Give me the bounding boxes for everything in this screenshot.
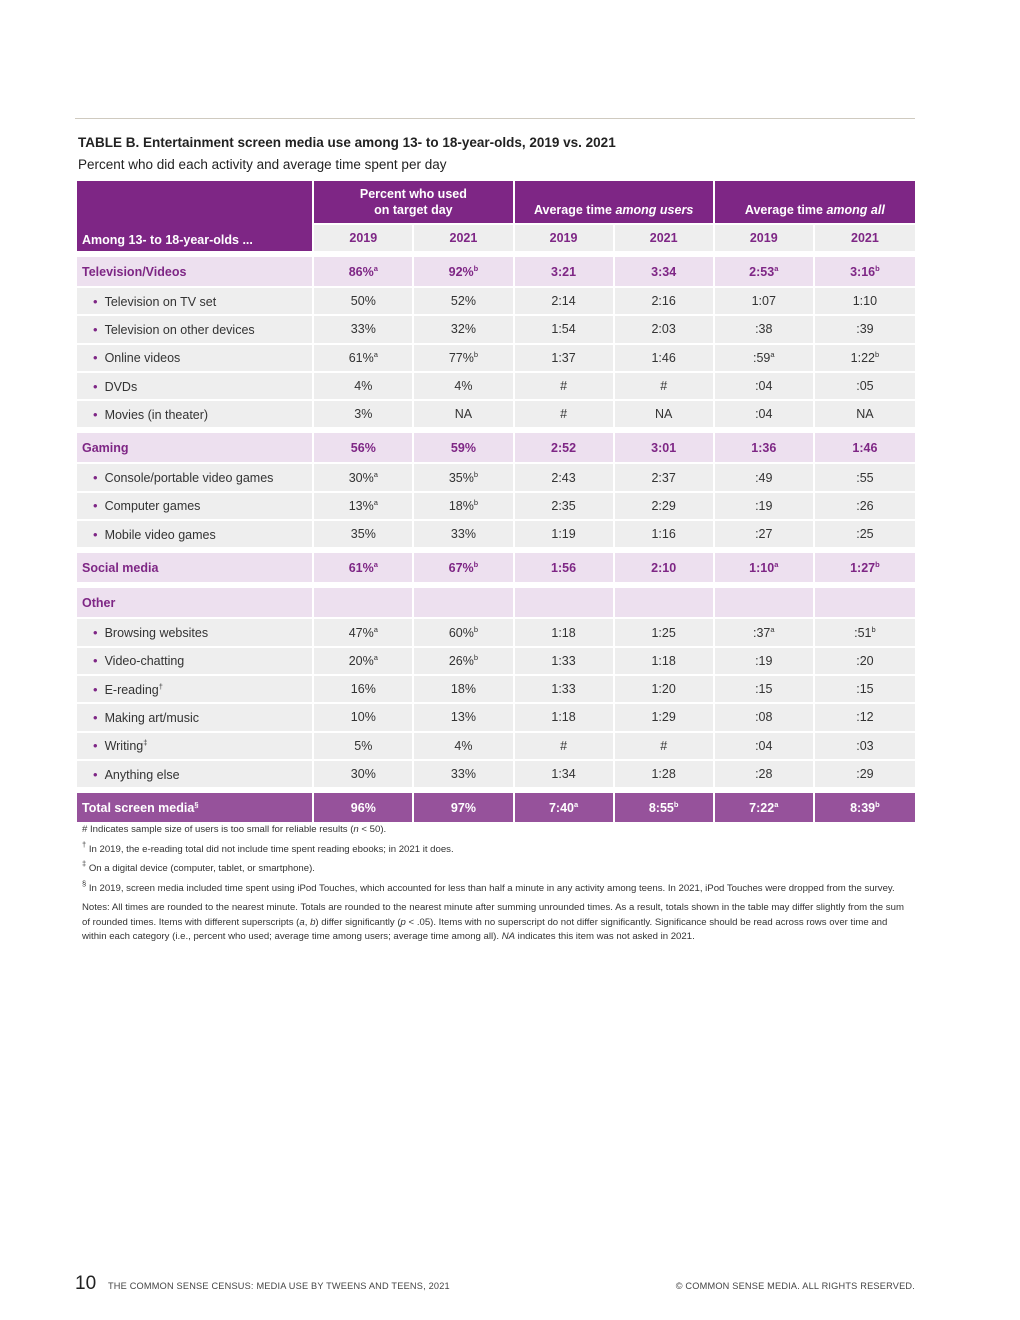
- table-cell: NA: [815, 401, 915, 429]
- total-row: [77, 793, 915, 824]
- table-cell: :59$^a$: [715, 345, 815, 373]
- table-cell: 10%: [314, 704, 414, 732]
- table-cell: 18%: [414, 676, 514, 704]
- table-cell: :55: [815, 464, 915, 492]
- table-cell: NA: [615, 401, 715, 429]
- table-cell: :38: [715, 316, 815, 344]
- bullet-icon: •: [93, 321, 98, 337]
- row-label: • Online videos: [77, 345, 314, 373]
- table-cell: 26%$^b$: [414, 648, 514, 676]
- table-cell: 1:27$^b$: [815, 553, 915, 584]
- bullet-icon: •: [93, 738, 98, 754]
- table-row: [77, 761, 915, 789]
- year-header: 2021: [815, 225, 915, 253]
- bullet-icon: •: [93, 498, 98, 514]
- table-cell: 4%: [414, 733, 514, 761]
- table-cell: 2:10: [615, 553, 715, 584]
- table-row: [77, 373, 915, 401]
- bullet-icon: •: [93, 350, 98, 366]
- table-row: [77, 464, 915, 492]
- bullet-icon: •: [93, 709, 98, 725]
- table-cell: 3%: [314, 401, 414, 429]
- bullet-icon: •: [93, 470, 98, 486]
- table-title: TABLE B. Entertainment screen media use among 13- to 18-year-olds, 2019 vs. 2021: [78, 135, 616, 150]
- table-cell: :19: [715, 648, 815, 676]
- table-cell: 3:01: [615, 433, 715, 464]
- row-label: • Computer games: [77, 493, 314, 521]
- footer-copyright: © COMMON SENSE MEDIA. ALL RIGHTS RESERVED.: [675, 1281, 915, 1291]
- table-cell: 1:10$^a$: [715, 553, 815, 584]
- table-row: [77, 704, 915, 732]
- table-cell: 47%$^a$: [314, 619, 414, 647]
- table-cell: 30%$^a$: [314, 464, 414, 492]
- table-cell: :04: [715, 373, 815, 401]
- table-cell: #: [515, 401, 615, 429]
- table-row: [77, 676, 915, 704]
- table-cell: :19: [715, 493, 815, 521]
- table-cell: :04: [715, 733, 815, 761]
- category-row-television: [77, 257, 915, 288]
- table-cell: [414, 588, 514, 619]
- table-cell: 4%: [314, 373, 414, 401]
- table-cell: 5%: [314, 733, 414, 761]
- bullet-icon: •: [93, 526, 98, 542]
- row-label: • E-reading†: [77, 676, 314, 704]
- table-cell: 33%: [414, 521, 514, 549]
- row-label: • Movies (in theater): [77, 401, 314, 429]
- table-cell: 1:56: [515, 553, 615, 584]
- year-header: 2019: [515, 225, 615, 253]
- row-label: • Making art/music: [77, 704, 314, 732]
- table-row: [77, 345, 915, 373]
- year-header: 2021: [615, 225, 715, 253]
- table-cell: 16%: [314, 676, 414, 704]
- table-cell: 2:14: [515, 288, 615, 316]
- category-row-gaming: [77, 433, 915, 464]
- year-header: 2021: [414, 225, 514, 253]
- table-cell: :05: [815, 373, 915, 401]
- row-label: • Mobile video games: [77, 521, 314, 549]
- table-cell: 1:36: [715, 433, 815, 464]
- media-use-table: [77, 181, 915, 824]
- table-cell: 86%$^a$: [314, 257, 414, 288]
- table-cell: :26: [815, 493, 915, 521]
- table-cell: :15: [715, 676, 815, 704]
- table-row: [77, 648, 915, 676]
- table-cell: NA: [414, 401, 514, 429]
- table-cell: 8:39$^b$: [815, 793, 915, 824]
- table-cell: 56%: [314, 433, 414, 464]
- table-cell: 2:43: [515, 464, 615, 492]
- table-cell: 35%$^b$: [414, 464, 514, 492]
- table-cell: #: [515, 373, 615, 401]
- table-cell: 1:22$^b$: [815, 345, 915, 373]
- table-cell: 1:33: [515, 648, 615, 676]
- table-cell: 13%: [414, 704, 514, 732]
- table-cell: :20: [815, 648, 915, 676]
- table-row: [77, 619, 915, 647]
- bullet-icon: •: [93, 406, 98, 422]
- table-cell: :27: [715, 521, 815, 549]
- table-cell: 3:16$^b$: [815, 257, 915, 288]
- table-cell: 33%: [314, 316, 414, 344]
- table-cell: 1:10: [815, 288, 915, 316]
- row-label: Total screen media§: [77, 793, 314, 824]
- bullet-icon: •: [93, 625, 98, 641]
- table-cell: #: [615, 373, 715, 401]
- table-cell: #: [515, 733, 615, 761]
- table-cell: [515, 588, 615, 619]
- table-cell: :29: [815, 761, 915, 789]
- table-cell: :51$^b$: [815, 619, 915, 647]
- page-number: 10: [75, 1273, 97, 1294]
- row-label: • Console/portable video games: [77, 464, 314, 492]
- table-subtitle: Percent who did each activity and average time spent per day: [78, 157, 447, 172]
- table-cell: 1:25: [615, 619, 715, 647]
- table-cell: 1:16: [615, 521, 715, 549]
- note-hash: # Indicates sample size of users is too small for reliable results (n < 50).: [82, 824, 387, 835]
- row-label: • Writing‡: [77, 733, 314, 761]
- table-cell: 33%: [414, 761, 514, 789]
- table-cell: [314, 588, 414, 619]
- table-row: [77, 288, 915, 316]
- table-cell: 67%$^b$: [414, 553, 514, 584]
- table-cell: 61%$^a$: [314, 553, 414, 584]
- table-cell: 18%$^b$: [414, 493, 514, 521]
- table-cell: [715, 588, 815, 619]
- table-row: [77, 493, 915, 521]
- row-label: • Anything else: [77, 761, 314, 789]
- row-label: Gaming: [77, 433, 314, 464]
- table-cell: 1:33: [515, 676, 615, 704]
- table-cell: 61%$^a$: [314, 345, 414, 373]
- bullet-icon: •: [93, 653, 98, 669]
- table-row: [77, 733, 915, 761]
- table-cell: 1:19: [515, 521, 615, 549]
- table-cell: :04: [715, 401, 815, 429]
- table-cell: :25: [815, 521, 915, 549]
- table-row: [77, 401, 915, 429]
- table-cell: 1:37: [515, 345, 615, 373]
- table-cell: 96%: [314, 793, 414, 824]
- table-cell: 1:18: [515, 704, 615, 732]
- category-row-other: [77, 588, 915, 619]
- table-cell: 30%: [314, 761, 414, 789]
- header-time-among-all: Average time among all: [715, 181, 915, 225]
- top-rule: [75, 118, 915, 119]
- table-cell: 3:34: [615, 257, 715, 288]
- table-cell: :37$^a$: [715, 619, 815, 647]
- table-row: [77, 316, 915, 344]
- table-cell: [615, 588, 715, 619]
- note-section: § In 2019, screen media included time spent using iPod Touches, which accounted for less than half a minute in any activity among teens. In 2021, iPod Touches were dropped from the survey.: [82, 878, 895, 894]
- header-time-among-users: Average time among users: [515, 181, 715, 225]
- bullet-icon: •: [93, 681, 98, 697]
- table-cell: 1:07: [715, 288, 815, 316]
- year-header: 2019: [715, 225, 815, 253]
- note-main: Notes: All times are rounded to the nearest minute. Totals are rounded to the nearest minute after summing unrounded times. As a result, totals shown in the table may differ slightly from the sum of rounded times. Items with different superscripts (a, b) differ significantly (p < .05). Items with no superscript do not differ significantly. Significance should be read across rows over time and within each category (i.e., percent who used; average time among users; average time among all). NA indicates this item was not asked in 2021.: [82, 902, 904, 942]
- table-cell: 59%: [414, 433, 514, 464]
- category-row-social-media: [77, 553, 915, 584]
- year-header: 2019: [314, 225, 414, 253]
- table-cell: 2:29: [615, 493, 715, 521]
- note-dagger: † In 2019, the e-reading total did not include time spent reading ebooks; in 2021 it does.: [82, 839, 454, 855]
- table-cell: :28: [715, 761, 815, 789]
- table-cell: 50%: [314, 288, 414, 316]
- table-cell: 2:03: [615, 316, 715, 344]
- table-cell: :15: [815, 676, 915, 704]
- table-cell: 1:20: [615, 676, 715, 704]
- table-cell: 3:21: [515, 257, 615, 288]
- row-label: • Television on TV set: [77, 288, 314, 316]
- table-cell: 2:53$^a$: [715, 257, 815, 288]
- table-cell: 60%$^b$: [414, 619, 514, 647]
- table-cell: [815, 588, 915, 619]
- table-cell: 35%: [314, 521, 414, 549]
- table-row: [77, 521, 915, 549]
- bullet-icon: •: [93, 378, 98, 394]
- table-cell: 7:40$^a$: [515, 793, 615, 824]
- table-cell: 2:35: [515, 493, 615, 521]
- table-cell: 1:18: [515, 619, 615, 647]
- row-header: Among 13- to 18-year-olds ...: [77, 181, 314, 253]
- table-cell: 2:16: [615, 288, 715, 316]
- row-label: Television/Videos: [77, 257, 314, 288]
- table-cell: :49: [715, 464, 815, 492]
- row-label: Social media: [77, 553, 314, 584]
- table-cell: 8:55$^b$: [615, 793, 715, 824]
- table-cell: :12: [815, 704, 915, 732]
- table-cell: 1:18: [615, 648, 715, 676]
- bullet-icon: •: [93, 293, 98, 309]
- table-notes: [82, 823, 912, 950]
- table-cell: 97%: [414, 793, 514, 824]
- header-percent-used: Percent who used on target day: [314, 181, 514, 225]
- table-cell: 7:22$^a$: [715, 793, 815, 824]
- table-cell: 1:46: [615, 345, 715, 373]
- table-cell: 1:29: [615, 704, 715, 732]
- row-label: • Television on other devices: [77, 316, 314, 344]
- table-cell: #: [615, 733, 715, 761]
- table-cell: :39: [815, 316, 915, 344]
- table-cell: 77%$^b$: [414, 345, 514, 373]
- table-cell: :03: [815, 733, 915, 761]
- row-label: • DVDs: [77, 373, 314, 401]
- table-cell: 20%$^a$: [314, 648, 414, 676]
- table-cell: 32%: [414, 316, 514, 344]
- row-label: Other: [77, 588, 314, 619]
- row-label: • Browsing websites: [77, 619, 314, 647]
- table-cell: :08: [715, 704, 815, 732]
- table-cell: 2:37: [615, 464, 715, 492]
- table-cell: 52%: [414, 288, 514, 316]
- bullet-icon: •: [93, 766, 98, 782]
- table-cell: 1:34: [515, 761, 615, 789]
- table-cell: 13%$^a$: [314, 493, 414, 521]
- table-cell: 2:52: [515, 433, 615, 464]
- table-cell: 1:28: [615, 761, 715, 789]
- table-cell: 92%$^b$: [414, 257, 514, 288]
- table-cell: 1:46: [815, 433, 915, 464]
- table-cell: 4%: [414, 373, 514, 401]
- table-cell: 1:54: [515, 316, 615, 344]
- footer-publication-title: THE COMMON SENSE CENSUS: MEDIA USE BY TWEENS AND TEENS, 2021: [108, 1281, 450, 1291]
- row-label: • Video-chatting: [77, 648, 314, 676]
- note-double-dagger: ‡ On a digital device (computer, tablet, or smartphone).: [82, 859, 315, 874]
